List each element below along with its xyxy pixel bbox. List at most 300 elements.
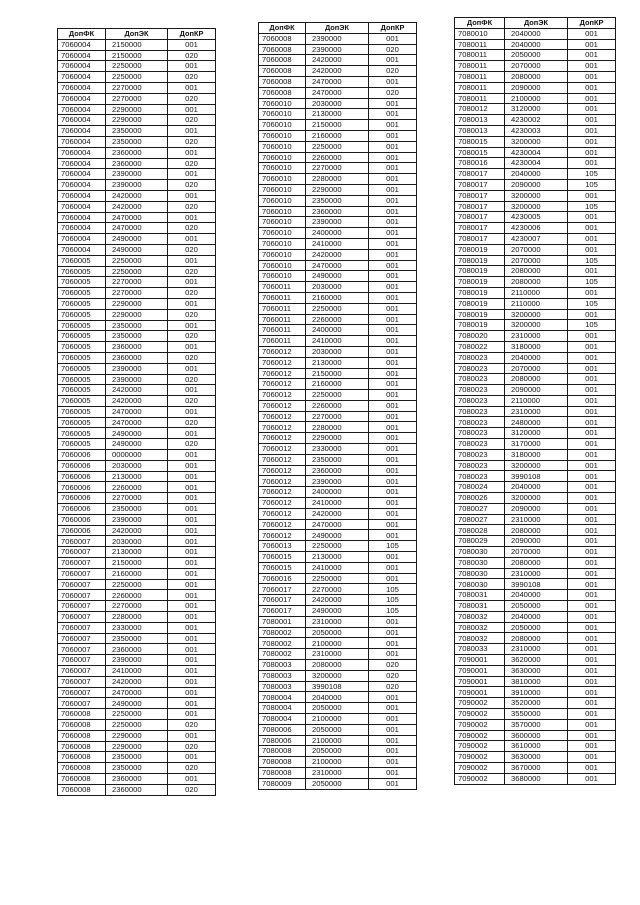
cell-dopfk: 7060011 — [259, 325, 306, 336]
cell-dopkr: 001 — [168, 277, 216, 288]
cell-dopfk: 7060008 — [259, 44, 306, 55]
table-row — [58, 741, 216, 752]
cell-dopkr: 001 — [369, 260, 417, 271]
cell-dopkr: 001 — [168, 644, 216, 655]
table-row — [455, 557, 616, 568]
cell-dopek: 2080000 — [505, 277, 568, 288]
cell-dopfk: 7080002 — [259, 627, 306, 638]
table-row — [58, 136, 216, 147]
cell-dopfk: 7080029 — [455, 536, 505, 547]
table-row — [259, 336, 417, 347]
cell-dopfk: 7080017 — [455, 201, 505, 212]
reference-table-3 — [454, 17, 616, 785]
cell-dopfk: 7080017 — [455, 233, 505, 244]
cell-dopek: 2390000 — [106, 514, 168, 525]
cell-dopek: 2250000 — [106, 255, 168, 266]
table-row — [259, 465, 417, 476]
cell-dopek: 2310000 — [306, 616, 369, 627]
table-row — [259, 519, 417, 530]
table-row — [455, 655, 616, 666]
table-row — [259, 120, 417, 131]
cell-dopfk: 7060004 — [58, 212, 106, 223]
table-row — [259, 390, 417, 401]
cell-dopek: 2050000 — [306, 627, 369, 638]
cell-dopkr: 105 — [568, 169, 616, 180]
table-row — [455, 266, 616, 277]
cell-dopfk: 7060004 — [58, 234, 106, 245]
table-row — [259, 692, 417, 703]
cell-dopfk: 7060005 — [58, 320, 106, 331]
cell-dopfk: 7060012 — [259, 454, 306, 465]
cell-dopkr: 001 — [369, 714, 417, 725]
cell-dopfk: 7080012 — [455, 104, 505, 115]
cell-dopek: 3610000 — [505, 741, 568, 752]
cell-dopfk: 7060007 — [58, 666, 106, 677]
cell-dopfk: 7060012 — [259, 519, 306, 530]
cell-dopkr: 001 — [369, 692, 417, 703]
cell-dopek: 2350000 — [306, 454, 369, 465]
cell-dopfk: 7060004 — [58, 158, 106, 169]
cell-dopkr: 001 — [168, 363, 216, 374]
cell-dopfk: 7060005 — [58, 363, 106, 374]
cell-dopfk: 7080011 — [455, 39, 505, 50]
table-row — [259, 98, 417, 109]
cell-dopfk: 7060004 — [58, 104, 106, 115]
table-row — [455, 460, 616, 471]
table-row — [58, 385, 216, 396]
cell-dopkr: 001 — [568, 82, 616, 93]
cell-dopfk: 7060015 — [259, 562, 306, 573]
table-row — [455, 536, 616, 547]
table-row — [58, 428, 216, 439]
cell-dopfk: 7060004 — [58, 61, 106, 72]
table-row — [455, 50, 616, 61]
cell-dopfk: 7080019 — [455, 309, 505, 320]
cell-dopfk: 7060004 — [58, 72, 106, 83]
cell-dopek: 2040000 — [505, 28, 568, 39]
cell-dopkr: 001 — [168, 104, 216, 115]
cell-dopek: 2090000 — [505, 179, 568, 190]
cell-dopek: 2470000 — [306, 87, 369, 98]
table-row — [455, 287, 616, 298]
cell-dopek: 2070000 — [505, 244, 568, 255]
table-row — [259, 573, 417, 584]
cell-dopfk: 7060007 — [58, 568, 106, 579]
cell-dopfk: 7060012 — [259, 465, 306, 476]
cell-dopek: 2420000 — [306, 508, 369, 519]
table-row — [259, 379, 417, 390]
cell-dopek: 2270000 — [106, 493, 168, 504]
cell-dopkr: 001 — [568, 28, 616, 39]
table-row — [58, 763, 216, 774]
cell-dopek: 2410000 — [306, 336, 369, 347]
cell-dopkr: 001 — [568, 730, 616, 741]
cell-dopek: 2250000 — [106, 709, 168, 720]
table-row — [455, 341, 616, 352]
cell-dopkr: 020 — [168, 439, 216, 450]
cell-dopkr: 001 — [568, 212, 616, 223]
table-row — [58, 752, 216, 763]
cell-dopek: 2350000 — [106, 633, 168, 644]
cell-dopek: 2270000 — [306, 163, 369, 174]
cell-dopkr: 020 — [168, 309, 216, 320]
cell-dopek: 2490000 — [306, 271, 369, 282]
cell-dopkr: 001 — [369, 379, 417, 390]
cell-dopkr: 020 — [369, 66, 417, 77]
table-row — [455, 590, 616, 601]
cell-dopfk: 7060011 — [259, 303, 306, 314]
cell-dopkr: 001 — [168, 514, 216, 525]
cell-dopek: 3200000 — [505, 320, 568, 331]
cell-dopkr: 105 — [568, 320, 616, 331]
cell-dopkr: 001 — [568, 460, 616, 471]
cell-dopfk: 7080023 — [455, 428, 505, 439]
table-row — [455, 71, 616, 82]
cell-dopek: 2420000 — [106, 385, 168, 396]
table-row — [58, 115, 216, 126]
cell-dopkr: 020 — [168, 720, 216, 731]
cell-dopfk: 7060010 — [259, 130, 306, 141]
cell-dopek: 2080000 — [505, 71, 568, 82]
cell-dopfk: 7060017 — [259, 584, 306, 595]
cell-dopfk: 7060010 — [259, 152, 306, 163]
table-row — [455, 169, 616, 180]
cell-dopek: 2100000 — [306, 757, 369, 768]
cell-dopkr: 001 — [568, 525, 616, 536]
table-row — [58, 460, 216, 471]
cell-dopek: 2470000 — [106, 212, 168, 223]
cell-dopek: 3200000 — [505, 309, 568, 320]
cell-dopfk: 7080015 — [455, 147, 505, 158]
cell-dopfk: 7080031 — [455, 601, 505, 612]
cell-dopfk: 7060008 — [259, 76, 306, 87]
cell-dopkr: 020 — [369, 681, 417, 692]
table-row — [259, 195, 417, 206]
header-dopek: ДопЭК — [505, 18, 568, 29]
cell-dopkr: 001 — [168, 752, 216, 763]
cell-dopkr: 001 — [168, 385, 216, 396]
table-row — [259, 33, 417, 44]
cell-dopek: 2350000 — [106, 136, 168, 147]
cell-dopkr: 001 — [168, 428, 216, 439]
cell-dopkr: 001 — [168, 255, 216, 266]
cell-dopfk: 7080023 — [455, 449, 505, 460]
cell-dopfk: 7060004 — [58, 223, 106, 234]
cell-dopfk: 7060005 — [58, 374, 106, 385]
cell-dopfk: 7080017 — [455, 223, 505, 234]
cell-dopek: 2050000 — [306, 746, 369, 757]
table-row — [259, 411, 417, 422]
cell-dopek: 2330000 — [106, 622, 168, 633]
cell-dopkr: 020 — [369, 87, 417, 98]
cell-dopkr: 020 — [168, 72, 216, 83]
cell-dopkr: 020 — [168, 266, 216, 277]
cell-dopfk: 7080030 — [455, 579, 505, 590]
cell-dopfk: 7060007 — [58, 655, 106, 666]
cell-dopkr: 001 — [369, 217, 417, 228]
cell-dopek: 2260000 — [306, 314, 369, 325]
table-row — [455, 28, 616, 39]
cell-dopfk: 7080032 — [455, 633, 505, 644]
cell-dopfk: 7080017 — [455, 169, 505, 180]
cell-dopfk: 7090001 — [455, 655, 505, 666]
table-row — [455, 244, 616, 255]
table-row — [58, 655, 216, 666]
cell-dopkr: 001 — [168, 773, 216, 784]
table-row — [455, 309, 616, 320]
cell-dopfk: 7060008 — [259, 87, 306, 98]
table-row — [455, 773, 616, 784]
cell-dopek: 2160000 — [106, 568, 168, 579]
cell-dopkr: 105 — [568, 179, 616, 190]
table-row — [58, 190, 216, 201]
cell-dopfk: 7060005 — [58, 439, 106, 450]
cell-dopek: 2390000 — [106, 363, 168, 374]
cell-dopfk: 7060008 — [58, 752, 106, 763]
cell-dopek: 2070000 — [505, 255, 568, 266]
table-row — [58, 352, 216, 363]
cell-dopfk: 7080004 — [259, 692, 306, 703]
cell-dopfk: 7060007 — [58, 579, 106, 590]
cell-dopkr: 001 — [568, 266, 616, 277]
table-row — [58, 320, 216, 331]
cell-dopfk: 7060012 — [259, 400, 306, 411]
cell-dopek: 2360000 — [306, 465, 369, 476]
cell-dopek: 2080000 — [505, 374, 568, 385]
cell-dopek: 2250000 — [106, 720, 168, 731]
cell-dopkr: 001 — [568, 406, 616, 417]
cell-dopek: 3990108 — [505, 471, 568, 482]
cell-dopkr: 001 — [568, 547, 616, 558]
table-row — [455, 352, 616, 363]
cell-dopfk: 7060004 — [58, 190, 106, 201]
cell-dopfk: 7060008 — [58, 730, 106, 741]
table-row — [455, 201, 616, 212]
cell-dopkr: 001 — [369, 184, 417, 195]
table-row — [455, 320, 616, 331]
cell-dopkr: 020 — [168, 374, 216, 385]
cell-dopfk: 7090002 — [455, 698, 505, 709]
cell-dopfk: 7090001 — [455, 687, 505, 698]
cell-dopfk: 7080032 — [455, 611, 505, 622]
cell-dopkr: 001 — [168, 147, 216, 158]
cell-dopkr: 001 — [168, 698, 216, 709]
cell-dopkr: 001 — [168, 126, 216, 137]
cell-dopkr: 001 — [168, 342, 216, 353]
cell-dopfk: 7080030 — [455, 568, 505, 579]
table-row — [455, 439, 616, 450]
cell-dopek: 2130000 — [306, 109, 369, 120]
cell-dopek: 2490000 — [306, 606, 369, 617]
cell-dopkr: 001 — [369, 465, 417, 476]
cell-dopek: 2360000 — [106, 147, 168, 158]
cell-dopek: 2290000 — [106, 730, 168, 741]
cell-dopkr: 001 — [369, 724, 417, 735]
cell-dopfk: 7080008 — [259, 767, 306, 778]
cell-dopek: 2420000 — [106, 676, 168, 687]
cell-dopek: 2420000 — [306, 595, 369, 606]
cell-dopek: 4230003 — [505, 125, 568, 136]
cell-dopek: 3910000 — [505, 687, 568, 698]
cell-dopfk: 7060007 — [58, 676, 106, 687]
cell-dopkr: 001 — [568, 136, 616, 147]
table-row — [58, 784, 216, 795]
cell-dopek: 2150000 — [306, 368, 369, 379]
table-row — [259, 184, 417, 195]
cell-dopkr: 001 — [369, 498, 417, 509]
cell-dopfk: 7060007 — [58, 644, 106, 655]
cell-dopkr: 001 — [568, 579, 616, 590]
table-body — [259, 33, 417, 789]
table-row — [259, 530, 417, 541]
table-row — [455, 136, 616, 147]
cell-dopfk: 7080011 — [455, 61, 505, 72]
cell-dopek: 2350000 — [306, 195, 369, 206]
table-row — [455, 93, 616, 104]
table-row — [58, 180, 216, 191]
cell-dopfk: 7080022 — [455, 341, 505, 352]
cell-dopek: 2310000 — [505, 331, 568, 342]
table-row — [58, 676, 216, 687]
cell-dopkr: 001 — [168, 666, 216, 677]
cell-dopek: 2390000 — [306, 476, 369, 487]
cell-dopkr: 001 — [369, 249, 417, 260]
cell-dopek: 2030000 — [306, 346, 369, 357]
cell-dopkr: 001 — [168, 547, 216, 558]
cell-dopkr: 001 — [369, 163, 417, 174]
cell-dopek: 4230004 — [505, 147, 568, 158]
cell-dopkr: 001 — [369, 487, 417, 498]
table-row — [455, 525, 616, 536]
table-row — [259, 627, 417, 638]
cell-dopek: 2420000 — [106, 190, 168, 201]
table-row — [58, 493, 216, 504]
cell-dopek: 2290000 — [106, 298, 168, 309]
cell-dopkr: 105 — [369, 606, 417, 617]
cell-dopfk: 7060013 — [259, 541, 306, 552]
cell-dopkr: 001 — [168, 655, 216, 666]
cell-dopkr: 001 — [568, 773, 616, 784]
cell-dopfk: 7060010 — [259, 109, 306, 120]
cell-dopfk: 7080017 — [455, 179, 505, 190]
cell-dopfk: 7060007 — [58, 633, 106, 644]
table-row — [455, 730, 616, 741]
table-row — [259, 649, 417, 660]
cell-dopek: 2080000 — [505, 266, 568, 277]
cell-dopek: 3120000 — [505, 104, 568, 115]
table-row — [455, 752, 616, 763]
cell-dopek: 2390000 — [306, 33, 369, 44]
table-row — [259, 422, 417, 433]
table-row — [58, 288, 216, 299]
table-row — [455, 363, 616, 374]
cell-dopfk: 7060010 — [259, 206, 306, 217]
table-row — [455, 676, 616, 687]
cell-dopek: 2390000 — [106, 180, 168, 191]
cell-dopfk: 7060012 — [259, 368, 306, 379]
cell-dopkr: 001 — [168, 450, 216, 461]
cell-dopfk: 7060012 — [259, 508, 306, 519]
table-row — [455, 223, 616, 234]
cell-dopek: 2270000 — [106, 288, 168, 299]
table-row — [455, 471, 616, 482]
cell-dopek: 2310000 — [306, 649, 369, 660]
cell-dopkr: 001 — [369, 238, 417, 249]
cell-dopek: 2410000 — [306, 238, 369, 249]
cell-dopkr: 001 — [369, 130, 417, 141]
cell-dopek: 2330000 — [306, 444, 369, 455]
cell-dopfk: 7080010 — [455, 28, 505, 39]
table-row — [58, 126, 216, 137]
cell-dopkr: 020 — [369, 660, 417, 671]
cell-dopfk: 7080006 — [259, 724, 306, 735]
cell-dopkr: 001 — [568, 687, 616, 698]
cell-dopfk: 7060011 — [259, 292, 306, 303]
cell-dopek: 2360000 — [106, 342, 168, 353]
cell-dopek: 2250000 — [306, 541, 369, 552]
cell-dopfk: 7060007 — [58, 536, 106, 547]
cell-dopkr: 001 — [568, 493, 616, 504]
cell-dopkr: 020 — [168, 396, 216, 407]
cell-dopfk: 7080016 — [455, 158, 505, 169]
table-row — [58, 568, 216, 579]
cell-dopek: 2050000 — [306, 703, 369, 714]
cell-dopkr: 001 — [168, 525, 216, 536]
table-row — [259, 260, 417, 271]
cell-dopkr: 001 — [568, 514, 616, 525]
table-header-row — [455, 18, 616, 29]
cell-dopfk: 7060007 — [58, 558, 106, 569]
cell-dopfk: 7080003 — [259, 670, 306, 681]
cell-dopkr: 001 — [168, 536, 216, 547]
cell-dopek: 2490000 — [106, 428, 168, 439]
cell-dopfk: 7080011 — [455, 82, 505, 93]
cell-dopek: 2420000 — [106, 201, 168, 212]
cell-dopek: 2250000 — [306, 141, 369, 152]
cell-dopfk: 7060010 — [259, 174, 306, 185]
cell-dopek: 2390000 — [106, 169, 168, 180]
cell-dopek: 3630000 — [505, 665, 568, 676]
cell-dopek: 2290000 — [106, 104, 168, 115]
cell-dopek: 2110000 — [505, 298, 568, 309]
table-row — [259, 735, 417, 746]
cell-dopfk: 7060010 — [259, 238, 306, 249]
table-row — [259, 282, 417, 293]
table-row — [58, 514, 216, 525]
cell-dopfk: 7080023 — [455, 395, 505, 406]
cell-dopfk: 7080004 — [259, 714, 306, 725]
cell-dopfk: 7080017 — [455, 212, 505, 223]
table-row — [455, 374, 616, 385]
cell-dopkr: 001 — [568, 287, 616, 298]
table-row — [58, 698, 216, 709]
table-row — [58, 61, 216, 72]
table-row — [58, 342, 216, 353]
cell-dopfk: 7080019 — [455, 320, 505, 331]
table-row — [455, 762, 616, 773]
table-row — [58, 82, 216, 93]
cell-dopfk: 7060004 — [58, 93, 106, 104]
table-row — [58, 525, 216, 536]
table-row — [455, 115, 616, 126]
cell-dopkr: 001 — [369, 346, 417, 357]
cell-dopek: 2100000 — [306, 735, 369, 746]
header-dopfk: ДопФК — [455, 18, 505, 29]
cell-dopek: 2260000 — [106, 482, 168, 493]
cell-dopkr: 001 — [568, 503, 616, 514]
cell-dopkr: 001 — [568, 762, 616, 773]
table-row — [455, 503, 616, 514]
